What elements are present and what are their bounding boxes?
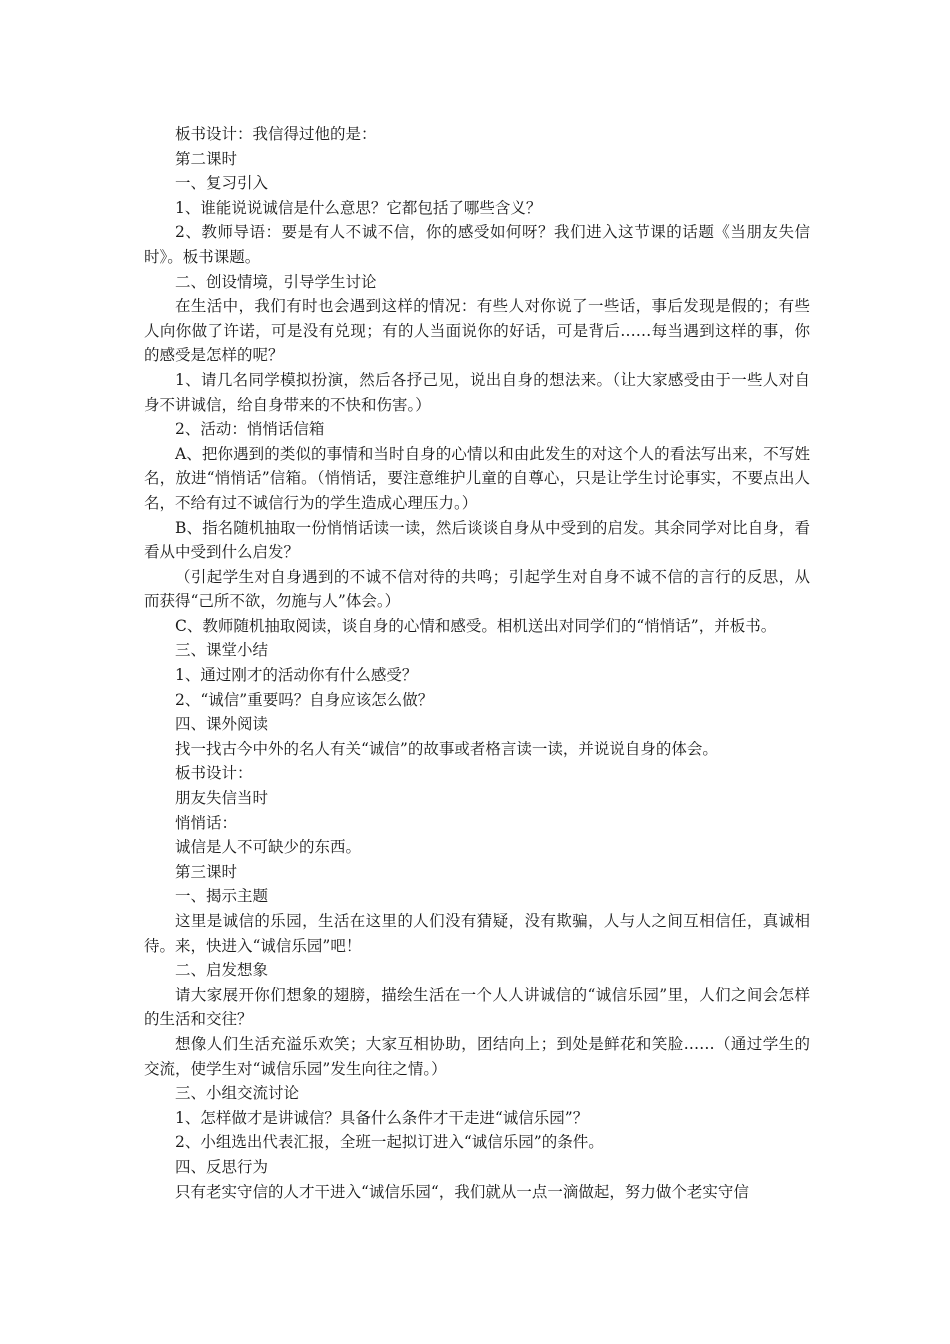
paragraph: 板书设计：我信得过他的是： xyxy=(175,125,377,143)
paragraph: 朋友失信当时 xyxy=(175,789,269,808)
paragraph: 请大家展开你们想象的翅膀，描绘生活在一个人人讲诚信的“诚信乐园”里，人们之间会怎样的生活和交往？ xyxy=(144,985,810,1029)
paragraph: 悄悄话： xyxy=(175,813,238,832)
paragraph: 在生活中，我们有时也会遇到这样的情况：有些人对你说了一些话，事后发现是假的；有些人向你做了许诺，可是没有兑现；有的人当面说你的好话，可是背后……每当遇到这样的事，你的感受是怎样的呢？ xyxy=(144,297,810,365)
paragraph: 板书设计： xyxy=(175,764,253,783)
section-heading: 第三课时 xyxy=(175,862,238,881)
paragraph: 1、怎样做才是讲诚信？具备什么条件才干走进“诚信乐园”？ xyxy=(175,1108,589,1127)
paragraph: 这里是诚信的乐园，生活在这里的人们没有猜疑，没有欺骗，人与人之间互相信任，真诚相待。来，快进入“诚信乐园”吧！ xyxy=(144,912,810,955)
section-heading: 四、课外阅读 xyxy=(175,715,269,734)
section-heading: 四、反思行为 xyxy=(175,1157,269,1176)
section-heading: 二、创设情境，引导学生讨论 xyxy=(175,272,377,291)
document-body xyxy=(144,122,810,1204)
paragraph: （引起学生对自身遇到的不诚不信对待的共鸣；引起学生对自身不诚不信的言行的反思，从而获得“己所不欲，勿施与人”体会。） xyxy=(144,567,810,611)
paragraph: 1、通过刚才的活动你有什么感受？ xyxy=(175,666,418,685)
paragraph: 2、“诚信”重要吗？自身应该怎么做？ xyxy=(175,690,434,709)
section-heading: 第二课时 xyxy=(175,149,238,168)
paragraph: B、指名随机抽取一份悄悄话读一读，然后谈谈自身从中受到的启发。其余同学对比自身，看看从中受到什么启发？ xyxy=(144,518,810,562)
paragraph: 2、小组选出代表汇报，全班一起拟订进入“诚信乐园”的条件。 xyxy=(175,1133,604,1152)
paragraph: 想像人们生活充溢乐欢笑；大家互相协助，团结向上；到处是鲜花和笑脸……（通过学生的交流，使学生对“诚信乐园”发生向往之情。） xyxy=(144,1034,810,1078)
paragraph: A、把你遇到的类似的事情和当时自身的心情以和由此发生的对这个人的看法写出来，不写姓名，放进“悄悄话”信箱。（悄悄话，要注意维护儿童的自尊心，只是让学生讨论事实，不要点出人名，不给有过不诚信行为的学生造成心理压力。） xyxy=(144,444,810,512)
paragraph: C、教师随机抽取阅读，谈自身的心情和感受。相机送出对同学们的“悄悄话”，并板书。 xyxy=(175,616,777,635)
paragraph: 2、教师导语：要是有人不诚不信，你的感受如何呀？我们进入这节课的话题《当朋友失信时》。板书课题。 xyxy=(144,223,810,266)
paragraph: 找一找古今中外的名人有关“诚信”的故事或者格言读一读，并说说自身的体会。 xyxy=(175,739,718,758)
paragraph: 1、谁能说说诚信是什么意思？它都包括了哪些含义？ xyxy=(175,198,542,217)
section-heading: 三、小组交流讨论 xyxy=(175,1084,300,1103)
paragraph: 2、活动：悄悄话信箱 xyxy=(175,420,325,439)
paragraph: 1、请几名同学模拟扮演，然后各抒己见，说出自身的想法来。（让大家感受由于一些人对自身不讲诚信，给自身带来的不快和伤害。） xyxy=(144,370,810,414)
section-heading: 二、启发想象 xyxy=(175,961,269,980)
section-heading: 一、复习引入 xyxy=(175,174,269,193)
paragraph: 只有老实守信的人才干进入“诚信乐园“，我们就从一点一滴做起，努力做个老实守信 xyxy=(175,1182,749,1201)
section-heading: 三、课堂小结 xyxy=(175,641,269,660)
section-heading: 一、揭示主题 xyxy=(175,887,269,906)
paragraph: 诚信是人不可缺少的东西。 xyxy=(175,838,362,857)
